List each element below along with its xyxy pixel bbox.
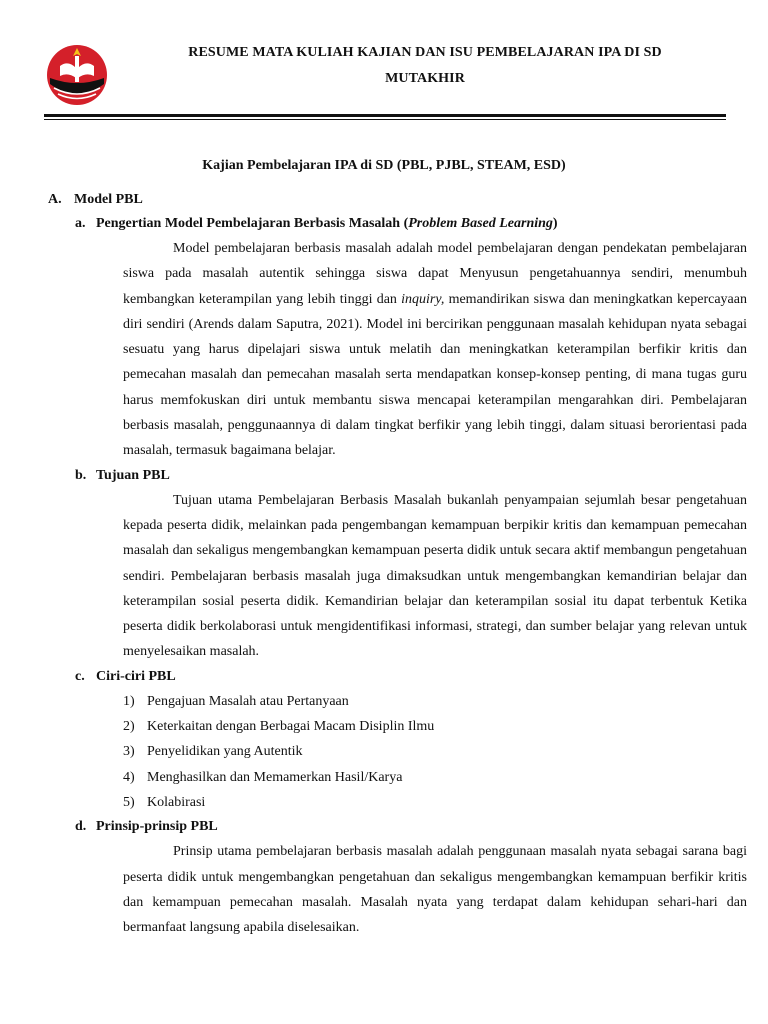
subsection-c-marker: c.: [75, 668, 85, 684]
list-item-number: 4): [123, 769, 135, 785]
subsection-c-heading: [75, 665, 728, 689]
subsection-d-title: Prinsip-prinsip PBL: [96, 819, 218, 835]
subsection-a-para-italic: inquiry,: [401, 291, 445, 307]
subsection-d-paragraph: Prinsip utama pembelajaran berbasis masalah adalah penggunaan masalah nyata sebagai sarana bagi peserta didik untuk mengembangkan pengetahuan dan sekaligus mengembangkan kemampuan berfikir kritis dan kemampuan pemecahan masalah. Masalah nyata yang terdapat dalam kehidupan sehari-hari dan bermanfaat langsung apabila diselesaikan.: [123, 844, 747, 936]
list-item-number: 1): [123, 693, 135, 709]
subsection-b: [75, 464, 747, 665]
list-item-text: Menghasilkan dan Memamerkan Hasil/Karya: [147, 769, 403, 785]
section-a-title: Model PBL: [74, 192, 143, 207]
list-item-number: 3): [123, 744, 135, 760]
list-item-text: Pengajuan Masalah atau Pertanyaan: [147, 693, 349, 709]
header-rule-thick: [44, 114, 726, 117]
document-title: Kajian Pembelajaran IPA di SD (PBL, PJBL, STEAM, ESD): [202, 158, 566, 173]
list-item-number: 5): [123, 794, 135, 810]
list-item-text: Kolabirasi: [147, 794, 206, 810]
list-item-text: Keterkaitan dengan Berbagai Macam Disiplin Ilmu: [147, 719, 435, 735]
subsection-d-marker: d.: [75, 819, 87, 835]
characteristics-list: [123, 689, 728, 815]
subsection-a-title-prefix: Pengertian Model Pembelajaran Berbasis Masalah (: [96, 216, 409, 231]
header-title-line1: RESUME MATA KULIAH KAJIAN DAN ISU PEMBELAJARAN IPA DI SD: [188, 45, 662, 60]
section-a-heading: [48, 188, 728, 212]
subsection-a-paragraph: [123, 236, 747, 464]
subsection-a-title-suffix: ): [552, 216, 558, 231]
university-logo-icon: [46, 44, 108, 106]
list-item: [123, 790, 728, 815]
subsection-a-para-part2: memandirikan siswa dan meningkatkan kepercayaan diri sendiri (Arends dalam Saputra, 2021). Model ini bercirikan penggunaan masalah kehidupan nyata sebagai sesuatu yang harus dipelajari siswa untuk melatih dan meningkatkan keterampilan berfikir kritis dan pemecahan masalah dan pemecahan masalah serta mendapatkan konsep-konsep penting, di mana tugas guru harus memfokuskan diri untuk membantu siswa mencapai keterampilan mengarahkan diri. Pembelajaran berbasis masalah, penggunaannya di dalam tingkat berfikir yang lebih tinggi, dalam situasi berorientasi pada masalah, termasuk bagaimana belajar.: [123, 291, 747, 459]
subsection-a: [75, 212, 747, 464]
subsection-c: [75, 665, 728, 815]
subsection-a-para-part1: Model pembelajaran berbasis masalah adalah model pembelajaran dengan pendekatan pembelajaran siswa pada masalah autentik sehingga siswa dapat Menyusun pengetahuannya sendiri, menumbuh kembangkan keterampilan yang lebih tinggi dan: [123, 241, 747, 307]
page-header: [0, 0, 768, 120]
subsection-b-heading: [75, 464, 728, 488]
list-item: [123, 689, 728, 714]
subsection-a-title-italic: Problem Based Learning: [408, 216, 553, 231]
subsection-a-heading: [75, 212, 728, 236]
subsection-d: [75, 815, 747, 940]
section-a-marker: A.: [48, 192, 62, 207]
document-body: [48, 188, 747, 940]
header-rule-thin: [44, 119, 726, 120]
list-item: [123, 765, 728, 790]
subsection-b-title: Tujuan PBL: [96, 467, 170, 483]
header-title-line2: MUTAKHIR: [385, 71, 465, 86]
subsection-b-paragraph: Tujuan utama Pembelajaran Berbasis Masalah bukanlah penyampaian sejumlah besar pengetahuan kepada peserta didik, melainkan pada pengembangan kemampuan berpikir kritis dan kemampuan pemecahan masalah dan sekaligus mengembangkan kemampuan peserta didik untuk secara aktif membangun pengetahuan sendiri. Pembelajaran berbasis masalah juga dimaksudkan untuk mengembangkan kemandirian belajar dan keterampilan sosial peserta didik. Kemandirian belajar dan keterampilan sosial itu dapat terbentuk Ketika peserta didik berkolaborasi untuk mengidentifikasi informasi, strategi, dan sumber belajar yang relevan untuk menyelesaikan masalah.: [123, 492, 747, 660]
subsection-d-heading: [75, 815, 728, 839]
list-item: [123, 714, 728, 739]
list-item: [123, 739, 728, 764]
subsection-b-marker: b.: [75, 467, 87, 483]
list-item-text: Penyelidikan yang Autentik: [147, 744, 303, 760]
header-title: [120, 40, 730, 92]
subsection-c-title: Ciri-ciri PBL: [96, 668, 176, 684]
list-item-number: 2): [123, 719, 135, 735]
subsection-a-marker: a.: [75, 216, 86, 231]
